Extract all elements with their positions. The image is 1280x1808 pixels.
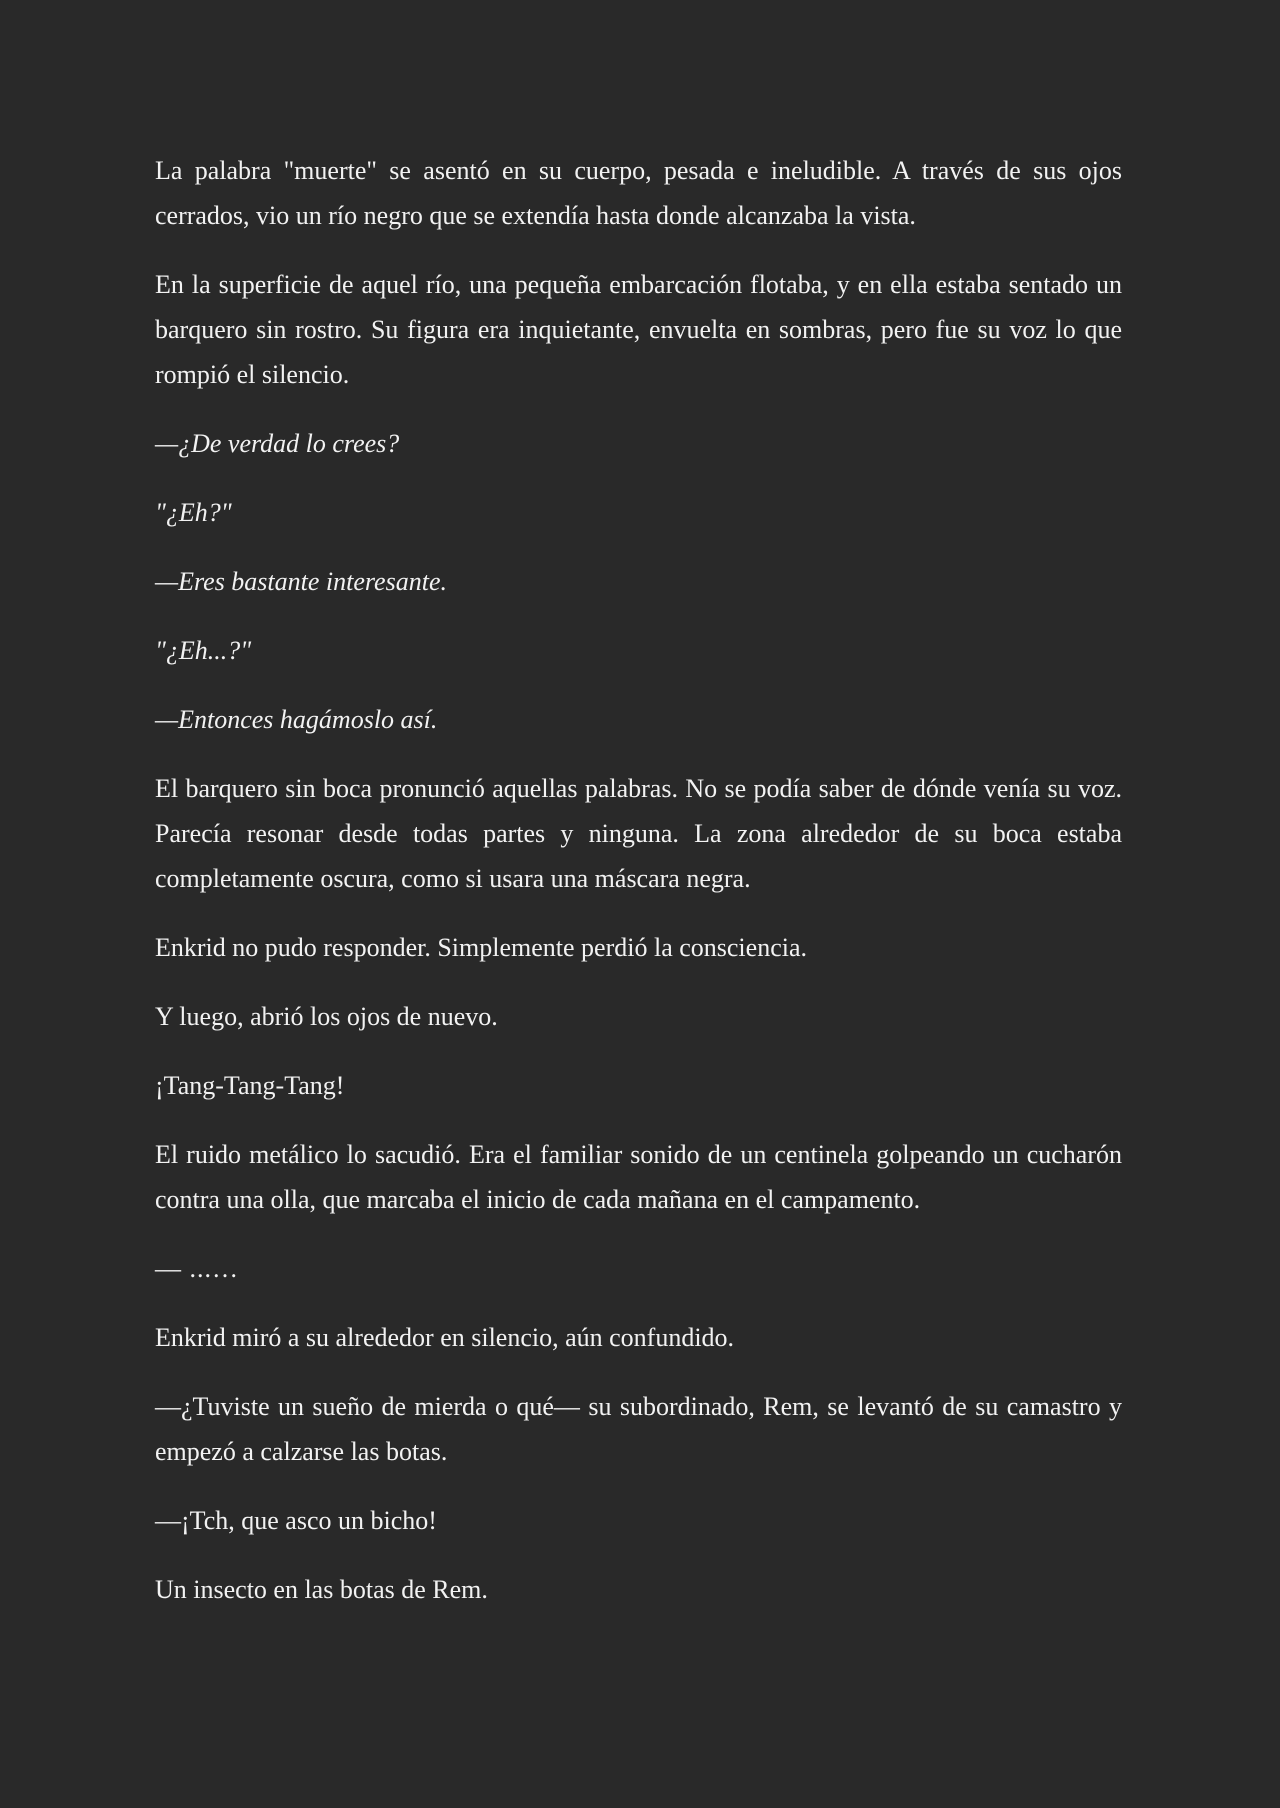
dialogue-line: "¿Eh?" bbox=[155, 498, 232, 527]
paragraph: Y luego, abrió los ojos de nuevo. bbox=[155, 1002, 498, 1031]
paragraph: El ruido metálico lo sacudió. Era el familiar sonido de un centinela golpeando un cucharón contra una olla, que marcaba el inicio de cada mañana en el campamento. bbox=[155, 1140, 1122, 1214]
dialogue-line: —¡Tch, que asco un bicho! bbox=[155, 1506, 437, 1535]
dialogue-line: —¿De verdad lo crees? bbox=[155, 429, 400, 458]
document-page bbox=[155, 148, 1122, 1636]
paragraph: Enkrid miró a su alrededor en silencio, aún confundido. bbox=[155, 1323, 735, 1352]
dialogue-line: "¿Eh...?" bbox=[155, 636, 252, 665]
paragraph: —¿Tuviste un sueño de mierda o qué— su subordinado, Rem, se levantó de su camastro y empezó a calzarse las botas. bbox=[155, 1392, 1122, 1466]
dialogue-line: —Entonces hagámoslo así. bbox=[155, 705, 438, 734]
paragraph: Enkrid no pudo responder. Simplemente perdió la consciencia. bbox=[155, 933, 807, 962]
paragraph: Un insecto en las botas de Rem. bbox=[155, 1575, 488, 1604]
paragraph: La palabra "muerte" se asentó en su cuerpo, pesada e ineludible. A través de sus ojos cerrados, vio un río negro que se extendía hasta donde alcanzaba la vista. bbox=[155, 156, 1122, 230]
paragraph: ¡Tang-Tang-Tang! bbox=[155, 1071, 345, 1100]
paragraph: El barquero sin boca pronunció aquellas palabras. No se podía saber de dónde venía su voz. Parecía resonar desde todas partes y ninguna. La zona alrededor de su boca estaba completamente oscura, como si usara una máscara negra. bbox=[155, 774, 1122, 893]
paragraph: En la superficie de aquel río, una pequeña embarcación flotaba, y en ella estaba sentado un barquero sin rostro. Su figura era inquietante, envuelta en sombras, pero fue su voz lo que rompió el silencio. bbox=[155, 270, 1122, 389]
dialogue-line: —Eres bastante interesante. bbox=[155, 567, 447, 596]
dialogue-line: — ...… bbox=[155, 1254, 239, 1283]
